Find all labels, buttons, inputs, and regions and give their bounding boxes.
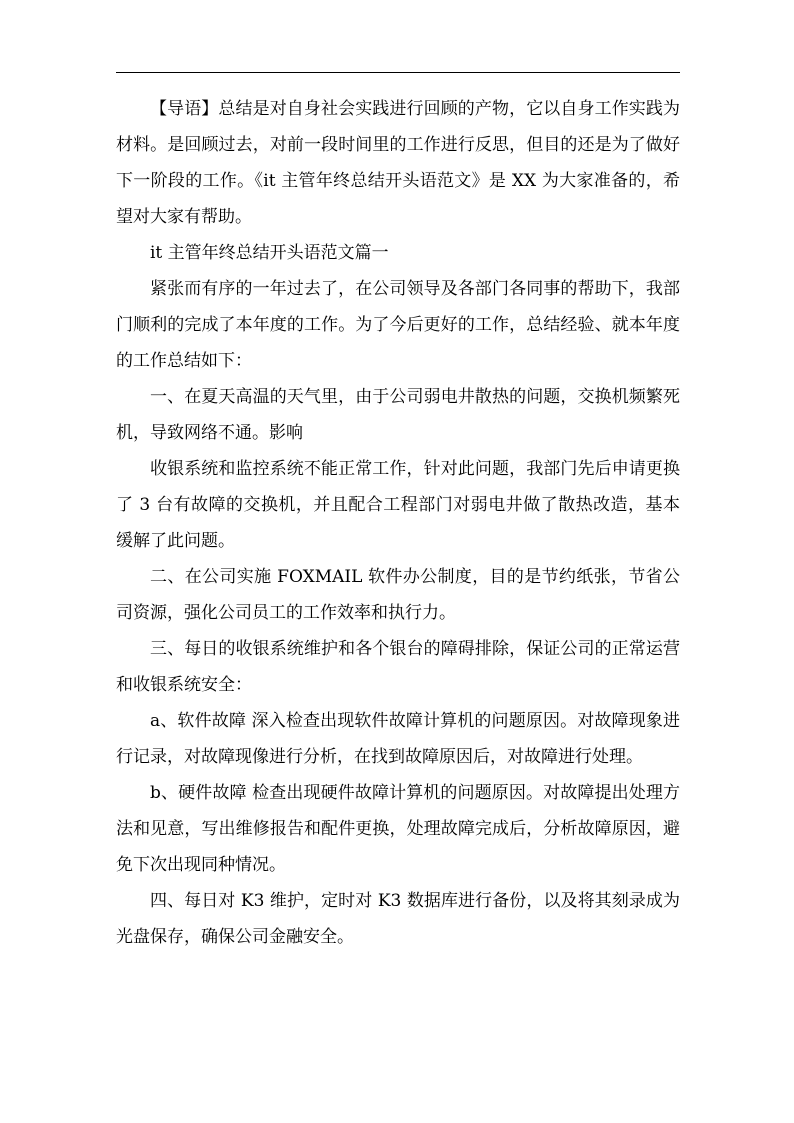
header-rule <box>116 72 680 73</box>
body-paragraph: 二、在公司实施 FOXMAIL 软件办公制度，目的是节约纸张，节省公司资源，强化公司员工的工作效率和执行力。 <box>116 567 680 623</box>
body-paragraph: 三、每日的收银系统维护和各个银台的障碍排除，保证公司的正常运营和收银系统安全： <box>116 639 680 695</box>
document-body <box>116 91 680 955</box>
body-paragraph: 四、每日对 K3 维护，定时对 K3 数据库进行备份，以及将其刻录成为光盘保存，确保公司金融安全。 <box>116 891 680 947</box>
body-paragraph: a、软件故障 深入检查出现软件故障计算机的问题原因。对故障现象进行记录，对故障现像进行分析，在找到故障原因后，对故障进行处理。 <box>116 711 680 767</box>
intro-paragraph: 【导语】总结是对自身社会实践进行回顾的产物，它以自身工作实践为材料。是回顾过去，对前一段时间里的工作进行反思，但目的还是为了做好下一阶段的工作。《it 主管年终总结开头语范文》是 XX 为大家准备的，希望对大家有帮助。 <box>116 99 680 227</box>
section-title: it 主管年终总结开头语范文篇一 <box>150 243 389 263</box>
body-paragraph: 一、在夏天高温的天气里，由于公司弱电井散热的问题，交换机频繁死机，导致网络不通。影响 <box>116 387 680 443</box>
body-paragraph: 收银系统和监控系统不能正常工作，针对此问题，我部门先后申请更换了 3 台有故障的交换机，并且配合工程部门对弱电井做了散热改造，基本缓解了此问题。 <box>116 459 680 551</box>
body-paragraph: b、硬件故障 检查出现硬件故障计算机的问题原因。对故障提出处理方法和见意，写出维修报告和配件更换，处理故障完成后，分析故障原因，避免下次出现同种情况。 <box>116 783 680 875</box>
body-paragraph: 紧张而有序的一年过去了，在公司领导及各部门各同事的帮助下，我部门顺利的完成了本年度的工作。为了今后更好的工作，总结经验、就本年度的工作总结如下： <box>116 279 680 371</box>
